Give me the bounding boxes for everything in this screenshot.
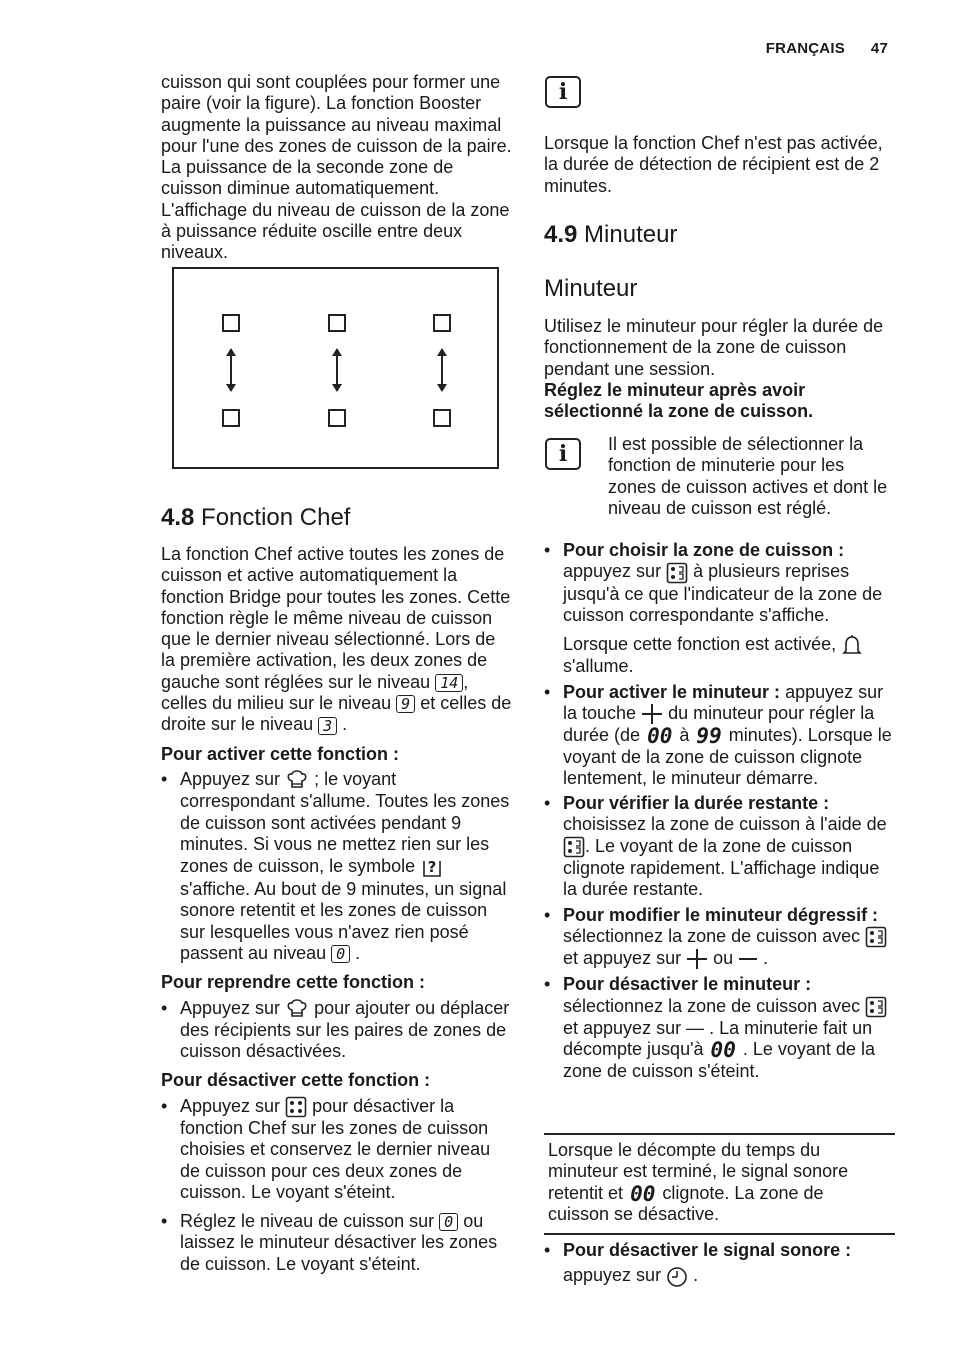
step-body [563,1265,896,1287]
step-heading: Pour désactiver le minuteur : [563,974,812,995]
step-text: minutes). Lorsque le voyant de la zone de cuisson clignote lentement, le minuteur démarre. [563,725,892,788]
resume-heading: Pour reprendre cette fonction : [161,972,426,993]
timer-00-display: 00 [710,1038,736,1063]
deactivate-heading: Pour désactiver cette fonction : [161,1070,431,1091]
sound-step [544,1240,896,1288]
double-arrow-icon [336,350,338,390]
list-item [161,1211,514,1275]
section-heading-4-9 [544,221,896,249]
step-text: . [693,1265,699,1286]
level-14-display: 14 [435,674,463,692]
divider [544,1133,895,1135]
deactivate-list [161,1096,514,1275]
level-0-display: 0 [439,1213,458,1231]
timer-steps [544,540,896,1082]
activate-text-b: ; le voyant correspondant s'allume. Toutes les zones de cuisson sont activées pendant 9 minutes. Si vous ne mettez rien sur les zones de cuisson, le symbole [180,768,510,876]
step-text: et appuyez sur [563,948,682,969]
section-number: 4.9 [544,221,578,248]
chef-text-c: et celles de droite sur le niveau [161,693,512,735]
level-3-display: 3 [318,717,337,735]
section-title: Minuteur [584,221,678,248]
zone-square [222,314,240,332]
activate-list [161,769,514,964]
step-note [563,634,896,678]
step-text: Lorsque cette fonction est activée, [563,634,837,655]
note-text: clignote. La zone de cuisson se désactive. [548,1182,824,1224]
step-text: . [763,948,769,969]
list-item [544,793,896,900]
deactivate-text-c: Réglez le niveau de cuisson sur [180,1211,435,1232]
clock-icon [666,1266,688,1288]
list-item [544,974,896,1081]
deactivate-text-d: ou laissez le minuteur désactiver les zones de cuisson. Le voyant s'éteint. [180,1211,498,1274]
timer-00-display: 00 [630,1181,656,1206]
activate-heading: Pour activer cette fonction : [161,743,400,764]
timer-list [544,540,896,1082]
deactivate-text-b: pour désactiver la fonction Chef sur les zones de cuisson choisies et conservez le dernier niveau de cuisson pour ces deux zones de cuisson. Le voyant s'éteint. [180,1095,491,1202]
info-icon: i [545,438,581,470]
resume-text-a: Appuyez sur [180,997,281,1018]
zone-timer-icon [563,836,585,858]
note-text: Lorsque le décompte du temps du minuteur est terminé, le signal sonore retentit et [548,1140,849,1203]
zone-square [328,314,346,332]
activate-text-d: . [355,943,361,963]
level-9-display: 9 [396,695,415,713]
list-item [161,769,514,964]
resume-text-b: pour ajouter ou déplacer des récipients sur les paires de zones de cuisson désactivées. [180,997,510,1062]
step-text: et appuyez sur — . La minuterie fait un décompte jusqu'à [563,1017,873,1060]
step-text: . Le voyant de la zone de cuisson clignote rapidement. L'affichage indique la durée restante. [563,835,880,900]
resume-list [161,998,514,1063]
zone-timer-icon [865,996,887,1018]
chef-text-b: , celles du milieu sur le niveau [161,671,469,714]
step-heading: Pour vérifier la durée restante : [563,793,830,814]
minus-icon [738,948,758,970]
step-text: appuyez sur [563,561,662,582]
chef-hat-icon [285,769,309,791]
zone-square [222,409,240,427]
language-label: FRANÇAIS [765,40,845,57]
step-heading: Pour modifier le minuteur dégressif : [563,904,879,925]
section-heading-4-8 [161,504,514,532]
list-item [161,998,514,1063]
cooking-zones-figure [172,267,499,469]
step-text: à plusieurs reprises jusqu'à ce que l'indicateur de la zone de cuisson correspondante s'affiche. [563,561,883,625]
chef-hat-icon [285,998,309,1020]
chef-text-d: . [342,714,348,735]
section-number: 4.8 [161,504,195,531]
sound-list [544,1240,896,1288]
step-heading: Pour activer le minuteur : [563,681,781,702]
zone-selector-icon [285,1096,307,1118]
activate-text-c: s'affiche. Au bout de 9 minutes, un signal sonore retentit et les zones de cuisson sur lesquelles vous n'avez rien posé passent au niveau [180,879,507,963]
zone-timer-icon [865,926,887,948]
page-number: 47 [870,40,888,57]
double-arrow-icon [230,350,232,390]
info-note-timer: Il est possible de sélectionner la fonction de minuterie pour les zones de cuisson actives et dont le niveau de cuisson est réglé. [608,434,888,518]
timer-intro [544,316,896,422]
double-arrow-icon [441,350,443,390]
step-heading: Pour désactiver le signal sonore : [563,1240,852,1260]
chef-text-a: La fonction Chef active toutes les zones de cuisson et active automatiquement la fonction Bridge pour toutes les zones. Cette fonction règle le même niveau de cuisson que le dernier niveau sélectionné. Lors de la première activation, les deux zones de gauche sont réglées sur le niveau [161,544,511,692]
timer-intro-bold: Réglez le minuteur après avoir sélectionné la zone de cuisson. [544,379,814,422]
timer-99-display: 99 [696,724,722,749]
zone-square [433,314,451,332]
list-item [161,1096,514,1203]
step-text: du minuteur pour régler la durée (de [563,702,875,746]
deactivate-text-a: Appuyez sur [180,1095,281,1116]
activate-text-a: Appuyez sur [180,768,281,789]
step-text: s'allume. [563,656,634,677]
step-text: appuyez sur la touche [563,681,884,723]
list-item [544,1240,896,1288]
intro-paragraph: cuisson qui sont couplées pour former une paire (voir la figure). La fonction Booster augmente la puissance au niveau maximal pour l'une des zones de cuisson de la paire. La puissance de la seconde zone de cuisson diminue automatiquement. L'affichage du niveau de cuisson de la zone à puissance réduite oscille entre deux niveaux. [161,72,512,263]
step-text: appuyez sur [563,1265,662,1286]
step-text: choisissez la zone de cuisson à l'aide de [563,814,887,835]
pot-question-icon [420,855,444,879]
countdown-note [548,1140,888,1225]
subsection-title: Minuteur [544,275,638,302]
chef-body [161,544,514,1275]
plus-icon [641,703,663,725]
zone-square [328,409,346,427]
step-text: ou [713,948,734,969]
list-item [544,540,896,678]
plus-icon [686,948,708,970]
page-header [740,38,888,59]
bell-icon [841,634,863,656]
timer-intro-text: Utilisez le minuteur pour régler la durée de fonctionnement de la zone de cuisson pendant une session. [544,316,884,379]
zone-square [433,409,451,427]
step-text: sélectionnez la zone de cuisson avec [563,925,861,946]
list-item [544,682,896,789]
step-heading: Pour choisir la zone de cuisson : [563,540,845,560]
list-item [544,905,896,971]
divider [544,1233,895,1235]
info-icon: i [545,76,581,108]
timer-00-display: 00 [647,724,673,749]
step-text: . Le voyant de la zone de cuisson s'éteint. [563,1039,875,1081]
info-note-chef: Lorsque la fonction Chef n'est pas activée, la durée de détection de récipient est de 2 minutes. [544,133,883,196]
step-text: sélectionnez la zone de cuisson avec [563,995,861,1016]
zone-timer-icon [666,562,688,584]
level-0-display: 0 [331,945,350,963]
svg-text:?: ? [427,858,437,877]
section-title: Fonction Chef [201,504,351,531]
step-text: à [679,725,690,746]
